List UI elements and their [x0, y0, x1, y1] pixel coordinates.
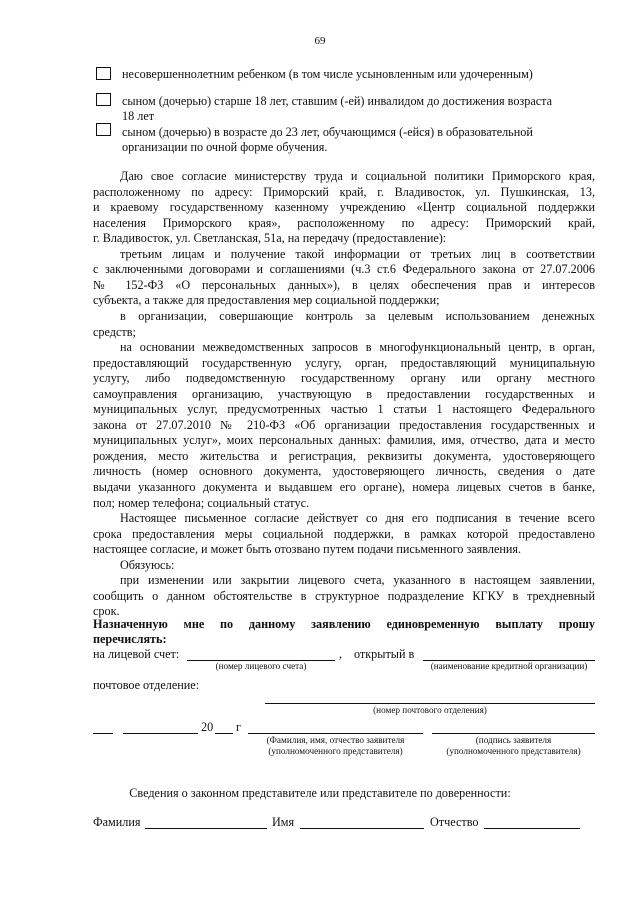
consent-line: срока предоставления меры социальной поддержки, в рамках которой предоставлено — [93, 527, 595, 541]
patronymic-field[interactable] — [484, 828, 580, 829]
signature-caption-continued: (уполномоченного представителя) — [446, 746, 581, 756]
applicant-name-field[interactable] — [248, 733, 423, 734]
date-year-field[interactable] — [215, 733, 233, 734]
bank-caption: (наименование кредитной организации) — [430, 661, 588, 671]
consent-line: в организации, совершающие контроль за целевым использованием денежных — [120, 309, 595, 323]
opened-label: открытый в — [354, 647, 415, 661]
consent-line: Даю свое согласие министерству труда и социальной политики Приморского края, — [120, 169, 595, 183]
signature-caption: (подпись заявителя — [475, 735, 552, 745]
consent-line: и краевому государственному казенному учреждению «Центр социальной поддержки — [93, 200, 595, 214]
applicant-caption: (Фамилия, имя, отчество заявителя — [266, 735, 405, 745]
consent-line: настоящее согласие, и может быть отозвано путем подачи письменного заявления. — [93, 542, 522, 556]
consent-line: средств; — [93, 325, 136, 339]
consent-line: населения Приморского края», расположенному по адресу: Приморский край, — [93, 216, 595, 230]
consent-line: Обязуюсь: — [120, 558, 175, 572]
payment-heading-continued: перечислять: — [93, 632, 167, 646]
consent-line: пол; номер телефона; социальный статус. — [93, 496, 310, 510]
account-label: на лицевой счет: — [93, 647, 180, 661]
option-label: несовершеннолетним ребенком (в том числе усыновленным или удочеренным) — [122, 67, 533, 81]
consent-line: закона от 27.07.2010 № 210-ФЗ «Об организации предоставления государственных и — [93, 418, 595, 432]
consent-line: г. Владивосток, ул. Светланская, 51а, на передачу (предоставление): — [93, 231, 447, 245]
option-label-continued: организации по очной форме обучения. — [122, 140, 328, 154]
consent-line: предоставляющий государственную услугу, орган, предоставляющий муниципальную — [93, 356, 595, 370]
consent-line: с заключенными договорами и соглашениями (ч.3 ст.6 Федерального закона от 27.07.2006 — [93, 262, 595, 276]
consent-line: на основании межведомственных запросов в многофункциональный центр, в орган, — [120, 340, 595, 354]
option-label: сыном (дочерью) в возрасте до 23 лет, обучающимся (-ейся) в образовательной — [122, 125, 533, 139]
consent-line: Настоящее письменное согласие действует со дня его подписания в течение всего — [120, 511, 595, 525]
consent-line: самоуправления организацию, участвующую в предоставлении государственных и — [93, 387, 595, 401]
consent-line: сообщить о данном обстоятельстве в структурное подразделение КГКУ в трехдневный — [93, 589, 595, 603]
consent-line: выдачи указанного документа и выдавшем его органе), номера лицевых счетов в банке, — [93, 480, 595, 494]
date-month-field[interactable] — [123, 733, 198, 734]
date-suffix: г — [236, 720, 241, 734]
signature-field[interactable] — [432, 733, 595, 734]
date-day-field[interactable] — [93, 733, 113, 734]
consent-line: муниципальных услуг, предусмотренных частью 1 статьи 1 настоящего Федерального — [93, 402, 595, 416]
consent-line: услугу, либо подведомственную государственному органу или органу местного — [93, 371, 595, 385]
surname-field[interactable] — [145, 828, 267, 829]
consent-line: третьим лицам и получение такой информации от третьих лиц в соответствии — [120, 247, 595, 261]
patronymic-label: Отчество — [430, 815, 479, 829]
option-label: сыном (дочерью) старше 18 лет, ставшим (-ей) инвалидом до достижения возраста — [122, 94, 553, 108]
consent-line: субъекта, а также для предоставления мер социальной поддержки; — [93, 293, 440, 307]
option-label-continued: 18 лет — [122, 109, 155, 123]
consent-line: личность (номер основного документа, удостоверяющего личность, сведения о дате — [93, 464, 595, 478]
postal-caption: (номер почтового отделения) — [373, 705, 487, 715]
name-field[interactable] — [300, 828, 424, 829]
postal-label: почтовое отделение: — [93, 678, 200, 692]
payment-heading: Назначенную мне по данному заявлению единовременную выплату прошу — [93, 617, 595, 631]
consent-line: рождения, место жительства и регистрация, реквизиты документа, удостоверяющего — [93, 449, 595, 463]
applicant-caption-continued: (уполномоченного представителя) — [268, 746, 403, 756]
name-label: Имя — [272, 815, 295, 829]
consent-line: № 152-ФЗ «О персональных данных»), в целях обеспечения прав и интересов — [93, 278, 595, 292]
account-caption: (номер лицевого счета) — [215, 661, 307, 671]
consent-line: муниципальных услуг», моих персональных данных: фамилия, имя, отчество, дата и место — [93, 433, 595, 447]
date-year-prefix: 20 — [201, 720, 214, 734]
consent-line: расположенному по адресу: Приморский край, г. Владивосток, ул. Пушкинская, 13, — [93, 185, 595, 199]
page-number: 69 — [314, 35, 326, 47]
checkbox[interactable] — [96, 93, 111, 106]
representative-heading: Сведения о законном представителе или представителе по доверенности: — [129, 786, 511, 800]
consent-line: срок. — [93, 604, 120, 618]
postal-office-field[interactable] — [265, 703, 595, 704]
checkbox[interactable] — [96, 67, 111, 80]
surname-label: Фамилия — [93, 815, 141, 829]
consent-line: при изменении или закрытии лицевого счета, указанного в настоящем заявлении, — [120, 573, 595, 587]
checkbox[interactable] — [96, 123, 111, 136]
